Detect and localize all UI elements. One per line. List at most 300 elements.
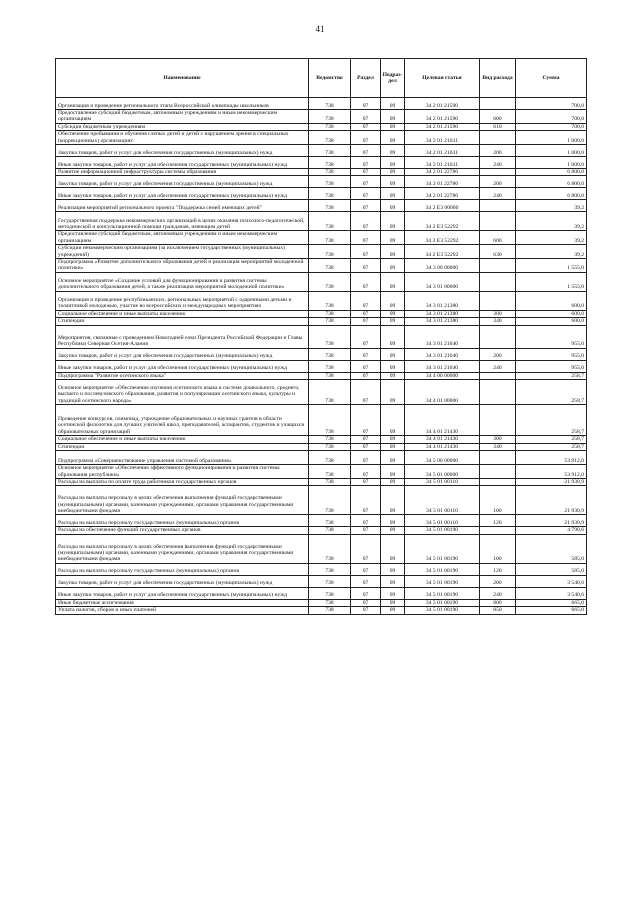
row-article: 34 4 01 21430 bbox=[405, 436, 480, 443]
row-name: Расходы на выплаты персоналу в целях обеспечения выполнения функций государственными (муниципальными) органами, казенными учреждениями, органами управления государственными внебюджетными фондами bbox=[56, 534, 309, 563]
table-row bbox=[56, 188, 587, 200]
table-row bbox=[56, 259, 587, 273]
table-row bbox=[56, 380, 587, 405]
row-dept: 738 bbox=[309, 98, 351, 110]
table-body bbox=[56, 98, 587, 615]
row-kind: 610 bbox=[480, 123, 516, 130]
row-section: 07 bbox=[351, 231, 381, 245]
table-row bbox=[56, 436, 587, 443]
header-dept: Ведомство bbox=[309, 59, 351, 98]
row-section: 07 bbox=[351, 527, 381, 534]
row-sum: 6 800,0 bbox=[516, 176, 587, 188]
row-sum: 4 790,6 bbox=[516, 527, 587, 534]
row-article: 34 2 01 21631 bbox=[405, 145, 480, 157]
row-article: 34 5 01 00190 bbox=[405, 599, 480, 606]
row-dept: 738 bbox=[309, 272, 351, 291]
row-kind bbox=[480, 98, 516, 110]
row-kind: 340 bbox=[480, 443, 516, 450]
row-name: Мероприятия, связанные с проведением Новогодней елки Президента Российской Федерации и Главы Республики Северная Осетия-Алания bbox=[56, 325, 309, 348]
row-name: Организация и проведение регионального этапа Всероссийской олимпиады школьников bbox=[56, 98, 309, 110]
row-name: Расходы на обеспечение функций государственных органов bbox=[56, 527, 309, 534]
row-article: 34 2 E3 52292 bbox=[405, 231, 480, 245]
table-row bbox=[56, 372, 587, 379]
row-dept: 738 bbox=[309, 231, 351, 245]
row-kind: 200 bbox=[480, 348, 516, 360]
row-sum: 39,2 bbox=[516, 245, 587, 259]
table-row bbox=[56, 245, 587, 259]
row-dept: 738 bbox=[309, 318, 351, 325]
row-dept: 738 bbox=[309, 515, 351, 527]
row-dept: 738 bbox=[309, 436, 351, 443]
row-article: 34 3 01 21640 bbox=[405, 360, 480, 372]
table-row bbox=[56, 360, 587, 372]
row-section: 07 bbox=[351, 575, 381, 587]
row-name: Расходы на выплаты по оплате труда работников государственных органов bbox=[56, 478, 309, 485]
table-row bbox=[56, 527, 587, 534]
row-section: 07 bbox=[351, 98, 381, 110]
row-kind: 200 bbox=[480, 575, 516, 587]
table-row bbox=[56, 587, 587, 599]
row-dept: 738 bbox=[309, 405, 351, 436]
row-article: 34 2 E3 52292 bbox=[405, 245, 480, 259]
row-article: 34 2 01 21631 bbox=[405, 157, 480, 169]
row-dept: 738 bbox=[309, 587, 351, 599]
row-section: 07 bbox=[351, 131, 381, 145]
row-dept: 738 bbox=[309, 563, 351, 575]
row-section: 07 bbox=[351, 169, 381, 176]
row-subsection: 09 bbox=[381, 464, 405, 478]
row-name: Расходы на выплаты персоналу государственных (муниципальных) органов bbox=[56, 515, 309, 527]
table-row bbox=[56, 443, 587, 450]
row-sum: 1 000,0 bbox=[516, 157, 587, 169]
row-name: Стипендии bbox=[56, 318, 309, 325]
row-section: 07 bbox=[351, 464, 381, 478]
row-kind bbox=[480, 527, 516, 534]
table-row bbox=[56, 131, 587, 145]
row-section: 07 bbox=[351, 245, 381, 259]
row-kind: 630 bbox=[480, 245, 516, 259]
row-sum: 955,0 bbox=[516, 325, 587, 348]
row-section: 07 bbox=[351, 587, 381, 599]
row-kind bbox=[480, 325, 516, 348]
row-dept: 738 bbox=[309, 259, 351, 273]
row-subsection: 09 bbox=[381, 98, 405, 110]
row-sum: 258,7 bbox=[516, 436, 587, 443]
row-section: 07 bbox=[351, 607, 381, 614]
row-name: Государственная поддержка некоммерческих организаций в целях оказания психолого-педагогической, методической и консультационной помощи гражданам, имеющим детей bbox=[56, 212, 309, 231]
row-name: Обеспечение пребывания и обучения слепых детей и детей с нарушением зрения в специальных (коррекционных) организациях bbox=[56, 131, 309, 145]
table-row bbox=[56, 231, 587, 245]
row-kind bbox=[480, 212, 516, 231]
row-sum: 955,0 bbox=[516, 360, 587, 372]
row-article: 34 5 01 00190 bbox=[405, 607, 480, 614]
header-article: Целевая статья bbox=[405, 59, 480, 98]
row-article: 34 2 01 21590 bbox=[405, 110, 480, 124]
row-kind: 100 bbox=[480, 486, 516, 515]
row-name: Реализация мероприятий регионального проекта "Поддержка семей имеющих детей" bbox=[56, 200, 309, 212]
row-name: Основное мероприятие «Создание условий для функционирования и развития системы дополнительного образования детей, а также реализация мероприятий молодежной политики» bbox=[56, 272, 309, 291]
row-subsection: 09 bbox=[381, 200, 405, 212]
row-name: Расходы на выплаты персоналу в целях обеспечения выполнения функций государственными (муниципальными) органами, казенными учреждениями, органами управления государственными внебюджетными фондами bbox=[56, 486, 309, 515]
row-sum: 39,2 bbox=[516, 212, 587, 231]
row-article: 34 5 01 00190 bbox=[405, 563, 480, 575]
row-sum: 258,7 bbox=[516, 405, 587, 436]
row-subsection: 09 bbox=[381, 212, 405, 231]
row-article: 34 2 E3 00000 bbox=[405, 200, 480, 212]
row-sum: 955,0 bbox=[516, 348, 587, 360]
table-row bbox=[56, 310, 587, 317]
row-sum: 53 912,0 bbox=[516, 450, 587, 464]
row-sum: 700,0 bbox=[516, 123, 587, 130]
row-dept: 738 bbox=[309, 534, 351, 563]
row-name: Подпрограмма "Развитие осетинского языка" bbox=[56, 372, 309, 379]
row-subsection: 09 bbox=[381, 515, 405, 527]
row-article: 34 3 01 21380 bbox=[405, 310, 480, 317]
budget-table bbox=[55, 58, 587, 615]
row-sum: 600,0 bbox=[516, 291, 587, 310]
row-article: 34 3 01 21640 bbox=[405, 348, 480, 360]
row-kind: 800 bbox=[480, 599, 516, 606]
row-section: 07 bbox=[351, 360, 381, 372]
row-dept: 738 bbox=[309, 443, 351, 450]
row-subsection: 09 bbox=[381, 291, 405, 310]
row-sum: 6 800,0 bbox=[516, 188, 587, 200]
row-name: Иные закупки товаров, работ и услуг для обеспечения государственных (муниципальных) нужд bbox=[56, 157, 309, 169]
row-subsection: 09 bbox=[381, 360, 405, 372]
row-dept: 738 bbox=[309, 607, 351, 614]
row-subsection: 09 bbox=[381, 188, 405, 200]
row-kind bbox=[480, 372, 516, 379]
row-name: Субсидии некоммерческим организациям (за исключением государственных (муниципальных) учреждений) bbox=[56, 245, 309, 259]
table-row bbox=[56, 563, 587, 575]
header-subsection: Подраз-дел bbox=[381, 59, 405, 98]
row-name: Закупка товаров, работ и услуг для обеспечения государственных (муниципальных) нужд bbox=[56, 575, 309, 587]
row-subsection: 09 bbox=[381, 169, 405, 176]
table-row bbox=[56, 123, 587, 130]
row-article: 34 4 01 21430 bbox=[405, 443, 480, 450]
table-row bbox=[56, 176, 587, 188]
row-kind: 600 bbox=[480, 110, 516, 124]
row-kind bbox=[480, 450, 516, 464]
table-row bbox=[56, 478, 587, 485]
row-article: 34 3 01 21380 bbox=[405, 291, 480, 310]
row-section: 07 bbox=[351, 272, 381, 291]
row-name: Уплата налогов, сборов и иных платежей bbox=[56, 607, 309, 614]
row-subsection: 09 bbox=[381, 450, 405, 464]
row-dept: 738 bbox=[309, 157, 351, 169]
row-kind bbox=[480, 464, 516, 478]
row-article: 34 5 00 00000 bbox=[405, 450, 480, 464]
row-dept: 738 bbox=[309, 245, 351, 259]
row-section: 07 bbox=[351, 405, 381, 436]
row-article: 34 5 01 00110 bbox=[405, 515, 480, 527]
row-section: 07 bbox=[351, 176, 381, 188]
table-row bbox=[56, 450, 587, 464]
row-article: 34 2 01 21631 bbox=[405, 131, 480, 145]
row-subsection: 09 bbox=[381, 325, 405, 348]
row-section: 07 bbox=[351, 534, 381, 563]
row-name: Иные закупки товаров, работ и услуг для обеспечения государственных (муниципальных) нужд bbox=[56, 587, 309, 599]
row-kind bbox=[480, 272, 516, 291]
row-subsection: 09 bbox=[381, 587, 405, 599]
row-article: 34 3 01 00000 bbox=[405, 272, 480, 291]
row-section: 07 bbox=[351, 436, 381, 443]
row-dept: 738 bbox=[309, 310, 351, 317]
row-name: Расходы на выплаты персоналу государственных (муниципальных) органов bbox=[56, 563, 309, 575]
row-subsection: 09 bbox=[381, 318, 405, 325]
header-sum: Сумма bbox=[516, 59, 587, 98]
row-name: Социальное обеспечение и иные выплаты населению bbox=[56, 310, 309, 317]
row-section: 07 bbox=[351, 259, 381, 273]
table-row bbox=[56, 405, 587, 436]
row-dept: 738 bbox=[309, 380, 351, 405]
row-article: 34 5 01 00000 bbox=[405, 464, 480, 478]
row-subsection: 09 bbox=[381, 527, 405, 534]
table-row bbox=[56, 607, 587, 614]
row-section: 07 bbox=[351, 348, 381, 360]
row-kind: 240 bbox=[480, 587, 516, 599]
row-kind: 240 bbox=[480, 360, 516, 372]
row-sum: 3 540,6 bbox=[516, 575, 587, 587]
row-kind: 850 bbox=[480, 607, 516, 614]
row-kind: 340 bbox=[480, 318, 516, 325]
row-sum: 700,0 bbox=[516, 98, 587, 110]
row-article: 34 2 01 21590 bbox=[405, 98, 480, 110]
row-article: 34 5 01 00190 bbox=[405, 587, 480, 599]
row-article: 34 3 00 00000 bbox=[405, 259, 480, 273]
table-row bbox=[56, 318, 587, 325]
row-subsection: 09 bbox=[381, 245, 405, 259]
row-kind: 200 bbox=[480, 176, 516, 188]
row-dept: 738 bbox=[309, 131, 351, 145]
row-article: 34 2 01 22786 bbox=[405, 188, 480, 200]
header-kind: Вид расхода bbox=[480, 59, 516, 98]
row-kind: 100 bbox=[480, 534, 516, 563]
row-kind: 120 bbox=[480, 563, 516, 575]
row-article: 34 3 01 21380 bbox=[405, 318, 480, 325]
row-sum: 21 930,9 bbox=[516, 486, 587, 515]
row-subsection: 09 bbox=[381, 607, 405, 614]
row-article: 34 4 00 00000 bbox=[405, 372, 480, 379]
row-article: 34 2 E3 52292 bbox=[405, 212, 480, 231]
table-row bbox=[56, 575, 587, 587]
row-name: Организация и проведение республиканских, региональных мероприятий с одаренными детьми и талантливой молодежью, участие во всероссийских и международных мероприятиях bbox=[56, 291, 309, 310]
row-section: 07 bbox=[351, 200, 381, 212]
row-section: 07 bbox=[351, 145, 381, 157]
row-dept: 738 bbox=[309, 188, 351, 200]
row-sum: 39,2 bbox=[516, 231, 587, 245]
table-row bbox=[56, 534, 587, 563]
row-dept: 738 bbox=[309, 360, 351, 372]
row-section: 07 bbox=[351, 188, 381, 200]
row-name: Закупка товаров, работ и услуг для обеспечения государственных (муниципальных) нужд bbox=[56, 348, 309, 360]
row-article: 34 2 01 22786 bbox=[405, 176, 480, 188]
row-subsection: 09 bbox=[381, 145, 405, 157]
row-section: 07 bbox=[351, 563, 381, 575]
row-dept: 738 bbox=[309, 169, 351, 176]
row-name: Иные бюджетные ассигнования bbox=[56, 599, 309, 606]
table-row bbox=[56, 515, 587, 527]
row-name: Основное мероприятие «Обеспечение эффективного функционирования и развития системы образования республики» bbox=[56, 464, 309, 478]
row-name: Предоставление субсидий бюджетным, автономным учреждениям и иным некоммерческим организациям bbox=[56, 231, 309, 245]
row-subsection: 09 bbox=[381, 131, 405, 145]
table-row bbox=[56, 212, 587, 231]
row-subsection: 09 bbox=[381, 405, 405, 436]
row-dept: 738 bbox=[309, 575, 351, 587]
row-sum: 1 000,0 bbox=[516, 145, 587, 157]
row-section: 07 bbox=[351, 157, 381, 169]
row-name: Иные закупки товаров, работ и услуг для обеспечения государственных (муниципальных) нужд bbox=[56, 360, 309, 372]
row-subsection: 09 bbox=[381, 110, 405, 124]
row-sum: 258,7 bbox=[516, 380, 587, 405]
row-name: Подпрограмма «Развитие дополнительного образования детей и реализация мероприятий молодежной политики» bbox=[56, 259, 309, 273]
row-sum: 1 555,0 bbox=[516, 272, 587, 291]
row-section: 07 bbox=[351, 318, 381, 325]
row-subsection: 09 bbox=[381, 259, 405, 273]
table-row bbox=[56, 599, 587, 606]
table-row bbox=[56, 110, 587, 124]
row-article: 34 5 01 00190 bbox=[405, 534, 480, 563]
header-section: Раздел bbox=[351, 59, 381, 98]
row-subsection: 09 bbox=[381, 157, 405, 169]
row-kind bbox=[480, 478, 516, 485]
row-sum: 258,7 bbox=[516, 372, 587, 379]
row-sum: 3 540,6 bbox=[516, 587, 587, 599]
row-subsection: 09 bbox=[381, 436, 405, 443]
table-row bbox=[56, 98, 587, 110]
header-name: Наименование bbox=[56, 59, 309, 98]
row-sum: 1 555,0 bbox=[516, 259, 587, 273]
row-article: 34 4 01 00000 bbox=[405, 380, 480, 405]
row-dept: 738 bbox=[309, 212, 351, 231]
row-article: 34 3 01 21640 bbox=[405, 325, 480, 348]
row-kind: 300 bbox=[480, 436, 516, 443]
table-row bbox=[56, 145, 587, 157]
row-article: 34 5 01 00110 bbox=[405, 478, 480, 485]
table-row bbox=[56, 325, 587, 348]
row-name: Проведение конкурсов, олимпиад, учреждение образовательных и научных грантов в области осетинской филологии для лучших учителей школ, преподавателей, аспирантов, студентов и учащихся образовательных организаций bbox=[56, 405, 309, 436]
row-name: Стипендии bbox=[56, 443, 309, 450]
row-dept: 738 bbox=[309, 478, 351, 485]
row-sum: 21 930,9 bbox=[516, 478, 587, 485]
row-kind: 240 bbox=[480, 157, 516, 169]
row-subsection: 09 bbox=[381, 123, 405, 130]
row-kind bbox=[480, 259, 516, 273]
row-kind: 200 bbox=[480, 145, 516, 157]
row-section: 07 bbox=[351, 515, 381, 527]
table-row bbox=[56, 291, 587, 310]
row-article: 34 4 01 21430 bbox=[405, 405, 480, 436]
row-sum: 39,2 bbox=[516, 200, 587, 212]
row-dept: 738 bbox=[309, 486, 351, 515]
row-subsection: 09 bbox=[381, 575, 405, 587]
row-section: 07 bbox=[351, 599, 381, 606]
row-dept: 738 bbox=[309, 200, 351, 212]
row-subsection: 09 bbox=[381, 563, 405, 575]
row-subsection: 09 bbox=[381, 348, 405, 360]
row-name: Иные закупки товаров, работ и услуг для обеспечения государственных (муниципальных) нужд bbox=[56, 188, 309, 200]
row-kind bbox=[480, 380, 516, 405]
page-number: 41 bbox=[315, 24, 325, 34]
table-header-row bbox=[56, 59, 587, 98]
table-row bbox=[56, 272, 587, 291]
row-name: Закупка товаров, работ и услуг для обеспечения государственных (муниципальных) нужд bbox=[56, 176, 309, 188]
row-sum: 665,0 bbox=[516, 599, 587, 606]
row-name: Основное мероприятие «Обеспечение изучения осетинского языка в системе дошкольного, среднего, высшего и послевузовского образования, развития и популяризации осетинского языка, культуры и традиций осетинского народа» bbox=[56, 380, 309, 405]
row-subsection: 09 bbox=[381, 599, 405, 606]
row-kind: 600 bbox=[480, 231, 516, 245]
row-subsection: 09 bbox=[381, 372, 405, 379]
row-name: Субсидии бюджетным учреждениям bbox=[56, 123, 309, 130]
row-name: Развитие информационной инфраструктуры системы образования bbox=[56, 169, 309, 176]
row-article: 34 5 01 00190 bbox=[405, 575, 480, 587]
row-dept: 738 bbox=[309, 464, 351, 478]
row-article: 34 2 01 21590 bbox=[405, 123, 480, 130]
row-subsection: 09 bbox=[381, 478, 405, 485]
row-dept: 738 bbox=[309, 110, 351, 124]
row-sum: 600,0 bbox=[516, 310, 587, 317]
row-sum: 21 930,9 bbox=[516, 515, 587, 527]
table-row bbox=[56, 486, 587, 515]
row-article: 34 2 01 22786 bbox=[405, 169, 480, 176]
row-article: 34 5 01 00190 bbox=[405, 527, 480, 534]
row-section: 07 bbox=[351, 443, 381, 450]
row-sum: 6 800,0 bbox=[516, 169, 587, 176]
table-row bbox=[56, 348, 587, 360]
row-dept: 738 bbox=[309, 348, 351, 360]
row-section: 07 bbox=[351, 310, 381, 317]
row-name: Предоставление субсидий бюджетным, автономным учреждениям и иным некоммерческим организациям bbox=[56, 110, 309, 124]
row-kind bbox=[480, 131, 516, 145]
row-section: 07 bbox=[351, 212, 381, 231]
table-row bbox=[56, 464, 587, 478]
row-section: 07 bbox=[351, 450, 381, 464]
row-name: Социальное обеспечение и иные выплаты населению bbox=[56, 436, 309, 443]
row-section: 07 bbox=[351, 123, 381, 130]
row-dept: 738 bbox=[309, 372, 351, 379]
row-section: 07 bbox=[351, 372, 381, 379]
row-subsection: 09 bbox=[381, 380, 405, 405]
row-dept: 738 bbox=[309, 291, 351, 310]
row-section: 07 bbox=[351, 486, 381, 515]
row-kind bbox=[480, 405, 516, 436]
row-kind: 300 bbox=[480, 310, 516, 317]
row-dept: 738 bbox=[309, 527, 351, 534]
row-sum: 585,0 bbox=[516, 563, 587, 575]
row-article: 34 5 01 00110 bbox=[405, 486, 480, 515]
row-dept: 738 bbox=[309, 145, 351, 157]
row-sum: 600,0 bbox=[516, 318, 587, 325]
row-sum: 665,0 bbox=[516, 607, 587, 614]
row-section: 07 bbox=[351, 478, 381, 485]
row-subsection: 09 bbox=[381, 310, 405, 317]
row-dept: 738 bbox=[309, 599, 351, 606]
row-dept: 738 bbox=[309, 176, 351, 188]
row-section: 07 bbox=[351, 325, 381, 348]
row-subsection: 09 bbox=[381, 272, 405, 291]
row-subsection: 09 bbox=[381, 534, 405, 563]
row-kind: 240 bbox=[480, 188, 516, 200]
row-sum: 258,7 bbox=[516, 443, 587, 450]
row-name: Закупка товаров, работ и услуг для обеспечения государственных (муниципальных) нужд bbox=[56, 145, 309, 157]
row-subsection: 09 bbox=[381, 231, 405, 245]
table-row bbox=[56, 157, 587, 169]
row-sum: 700,0 bbox=[516, 110, 587, 124]
row-dept: 738 bbox=[309, 123, 351, 130]
row-kind bbox=[480, 169, 516, 176]
row-subsection: 09 bbox=[381, 443, 405, 450]
row-dept: 738 bbox=[309, 450, 351, 464]
